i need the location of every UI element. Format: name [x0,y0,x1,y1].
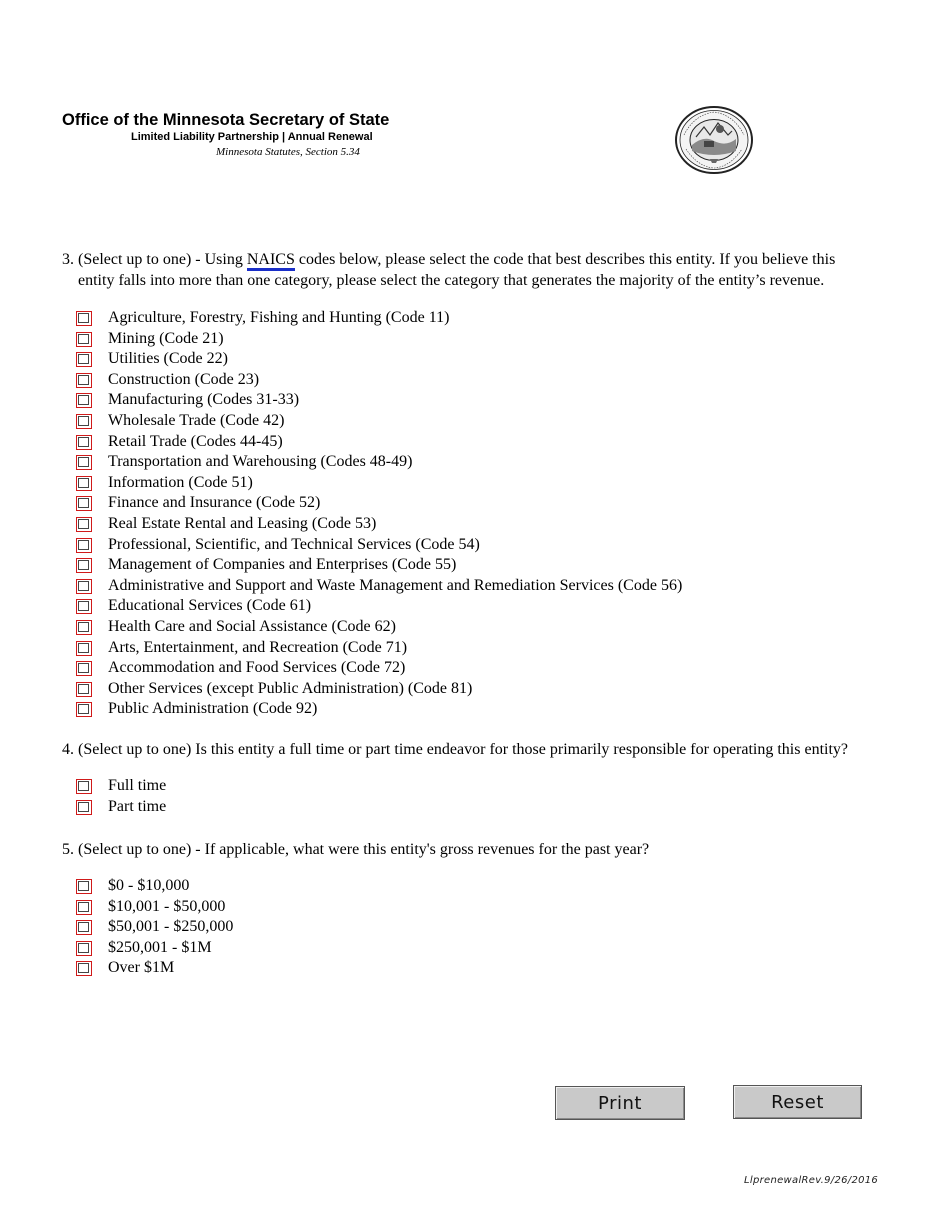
option-label: Public Administration (Code 92) [108,700,318,718]
checkbox[interactable] [76,538,92,553]
checkbox[interactable] [76,800,92,815]
office-title: Office of the Minnesota Secretary of State [62,111,390,129]
option-label: Agriculture, Forestry, Fishing and Hunting (Code 11) [108,309,450,326]
option-label: $0 - $10,000 [108,877,190,894]
option-label: Over $1M [108,959,175,977]
state-seal-icon [674,105,754,175]
option-label: Full time [108,777,167,794]
question-3-prefix: 3. (Select up to one) - Using [62,251,247,268]
checkbox[interactable] [76,496,92,511]
checkbox[interactable] [76,779,92,794]
checkbox[interactable] [76,702,92,717]
option-label: Mining (Code 21) [108,329,224,347]
question-3-suffix: codes below, please select the code that best describes this entity. If you believe this [294,251,836,268]
option-label: Utilities (Code 22) [108,350,228,368]
option-label: Finance and Insurance (Code 52) [108,494,321,512]
checkbox[interactable] [76,455,92,470]
form-subtitle: Limited Liability Partnership | Annual Renewal [131,131,373,143]
option-label: Transportation and Warehousing (Codes 48-49) [108,453,413,471]
question-5-text: 5. (Select up to one) - If applicable, what were this entity's gross revenues for the past year? [62,841,650,858]
checkbox[interactable] [76,920,92,935]
option-label: Manufacturing (Codes 31-33) [108,391,300,409]
checkbox[interactable] [76,373,92,388]
checkbox[interactable] [76,879,92,894]
option-label: Educational Services (Code 61) [108,597,312,615]
checkbox[interactable] [76,641,92,656]
option-label: Wholesale Trade (Code 42) [108,411,285,429]
option-label: Professional, Scientific, and Technical Services (Code 54) [108,535,480,553]
option-label: Construction (Code 23) [108,370,260,388]
option-label: Accommodation and Food Services (Code 72) [108,659,406,677]
checkbox[interactable] [76,620,92,635]
checkbox[interactable] [76,393,92,408]
checkbox[interactable] [76,476,92,491]
option-label: Part time [108,797,167,815]
question-4-text: 4. (Select up to one) Is this entity a full time or part time endeavor for those primarily responsible for operating this entity? [62,741,849,758]
option-label: Management of Companies and Enterprises (Code 55) [108,556,457,574]
checkbox[interactable] [76,941,92,956]
checkbox[interactable] [76,352,92,367]
checkbox[interactable] [76,435,92,450]
question-3-text-line2: entity falls into more than one category, please select the category that generates the majority of the entity’s revenue. [78,272,825,289]
checkbox[interactable] [76,661,92,676]
option-label: Other Services (except Public Administration) (Code 81) [108,679,473,697]
option-label: Health Care and Social Assistance (Code 62) [108,617,396,635]
checkbox[interactable] [76,558,92,573]
option-label: Arts, Entertainment, and Recreation (Code 71) [108,638,408,656]
print-button[interactable]: Print [555,1086,685,1120]
checkbox[interactable] [76,900,92,915]
option-label: Real Estate Rental and Leasing (Code 53) [108,514,377,532]
option-label: $10,001 - $50,000 [108,897,226,915]
checkbox[interactable] [76,311,92,326]
option-label: Retail Trade (Codes 44-45) [108,432,283,450]
checkbox[interactable] [76,682,92,697]
checkbox[interactable] [76,961,92,976]
checkbox[interactable] [76,599,92,614]
statute-reference: Minnesota Statutes, Section 5.34 [216,146,360,158]
naics-link[interactable]: NAICS [247,251,295,271]
reset-button[interactable]: Reset [733,1085,862,1119]
checkbox[interactable] [76,579,92,594]
checkbox[interactable] [76,517,92,532]
option-label: $250,001 - $1M [108,938,212,956]
checkbox[interactable] [76,414,92,429]
option-label: $50,001 - $250,000 [108,918,234,936]
checkbox[interactable] [76,332,92,347]
option-label: Administrative and Support and Waste Management and Remediation Services (Code 56) [108,576,683,594]
option-label: Information (Code 51) [108,473,253,491]
question-3-text [62,251,835,269]
revision-footer: LlprenewalRev.9/26/2016 [744,1175,879,1186]
